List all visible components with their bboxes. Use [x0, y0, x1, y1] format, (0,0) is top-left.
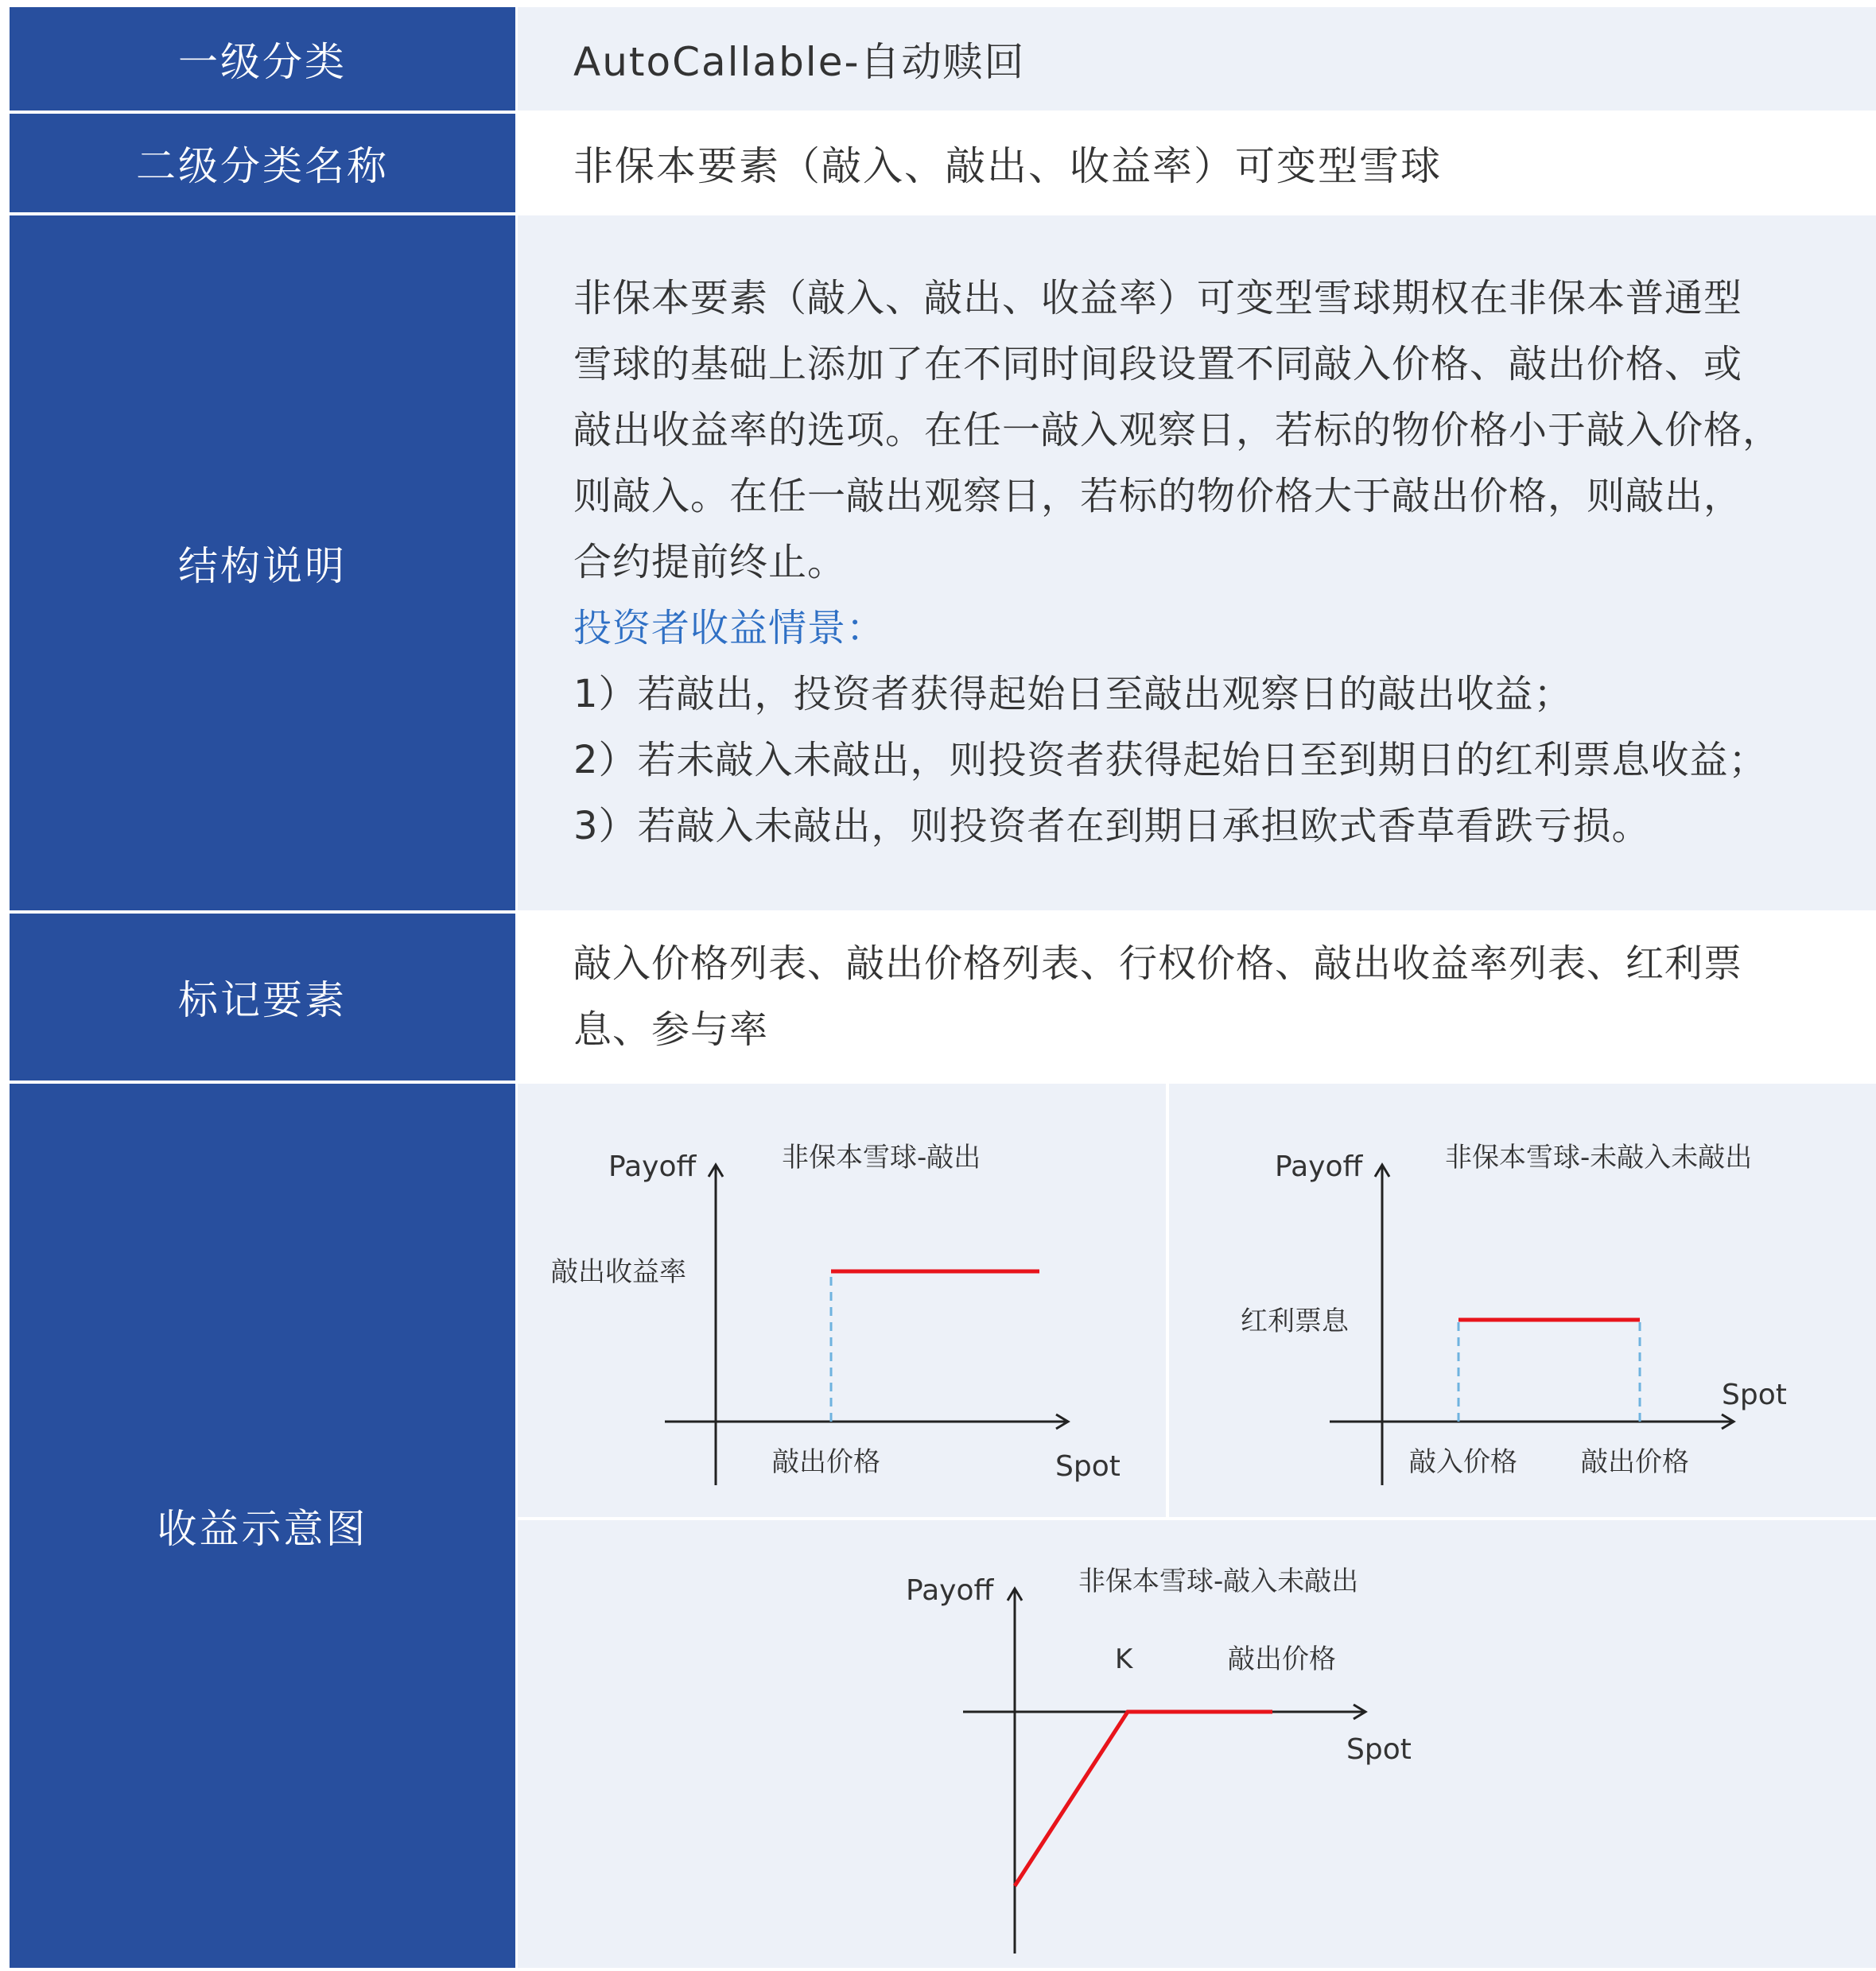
label-payoff-diagram: 收益示意图 — [10, 1084, 515, 1968]
marked-elements — [518, 914, 1876, 1081]
x-mark-label: 敲出价格 — [772, 1446, 880, 1478]
description-line: 合约提前终止。 — [573, 540, 847, 584]
x-mark-label: 敲入价格 — [1409, 1446, 1517, 1478]
scenario-item: 1）若敲出，投资者获得起始日至敲出观察日的敲出收益； — [573, 672, 1573, 716]
chart-knock-in-no-knock-out-svg — [518, 1520, 1876, 1968]
strike-label: K — [1115, 1643, 1133, 1675]
y-axis-label: Payoff — [906, 1574, 994, 1607]
chart-no-knock-in-no-knock-out — [1169, 1084, 1876, 1517]
structure-description — [518, 215, 1876, 910]
chart-no-knock-in-no-knock-out-svg — [1169, 1084, 1876, 1517]
y-mark-label: 红利票息 — [1241, 1306, 1349, 1337]
chart-title: 非保本雪球-未敲入未敲出 — [1445, 1142, 1753, 1174]
x-mark-label: 敲出价格 — [1581, 1446, 1689, 1478]
label-structure-description: 结构说明 — [10, 215, 515, 910]
description-line: 则敲入。在任一敲出观察日，若标的物价格大于敲出价格，则敲出， — [573, 474, 1743, 518]
value-secondary-category: 非保本要素（敲入、敲出、收益率）可变型雪球 — [573, 143, 1442, 189]
y-mark-label: 敲出收益率 — [551, 1256, 686, 1288]
x-axis-label: Spot — [1055, 1450, 1121, 1483]
chart-knock-in-no-knock-out — [518, 1520, 1876, 1968]
y-axis-label: Payoff — [608, 1150, 697, 1183]
label-primary-category: 一级分类 — [10, 7, 515, 111]
label-secondary-category: 二级分类名称 — [10, 114, 515, 212]
x-axis-label: Spot — [1346, 1733, 1412, 1766]
scenario-title: 投资者收益情景： — [573, 606, 886, 650]
payoff-line — [1015, 1712, 1272, 1886]
description-line: 非保本要素（敲入、敲出、收益率）可变型雪球期权在非保本普通型 — [573, 276, 1743, 320]
value-primary-category: AutoCallable-自动赎回 — [518, 7, 1876, 111]
chart-title: 非保本雪球-敲入未敲出 — [1078, 1566, 1359, 1597]
label-marked-elements: 标记要素 — [10, 914, 515, 1081]
marked-elements-line: 敲入价格列表、敲出价格列表、行权价格、敲出收益率列表、红利票 — [573, 941, 1743, 986]
scenario-item: 2）若未敲入未敲出，则投资者获得起始日至到期日的红利票息收益； — [573, 738, 1768, 782]
marked-elements-line: 息、参与率 — [573, 1007, 769, 1052]
chart-knock-out-svg — [518, 1084, 1166, 1517]
x-axis-label: Spot — [1722, 1379, 1787, 1411]
x-mark-label: 敲出价格 — [1228, 1643, 1336, 1675]
scenario-item: 3）若敲入未敲出，则投资者在到期日承担欧式香草看跌亏损。 — [573, 804, 1651, 848]
chart-title: 非保本雪球-敲出 — [782, 1142, 981, 1174]
chart-knock-out — [518, 1084, 1166, 1517]
description-line: 敲出收益率的选项。在任一敲入观察日，若标的物价格小于敲入价格， — [573, 408, 1782, 452]
y-axis-label: Payoff — [1275, 1150, 1363, 1183]
description-line: 雪球的基础上添加了在不同时间段设置不同敲入价格、敲出价格、或 — [573, 342, 1743, 386]
